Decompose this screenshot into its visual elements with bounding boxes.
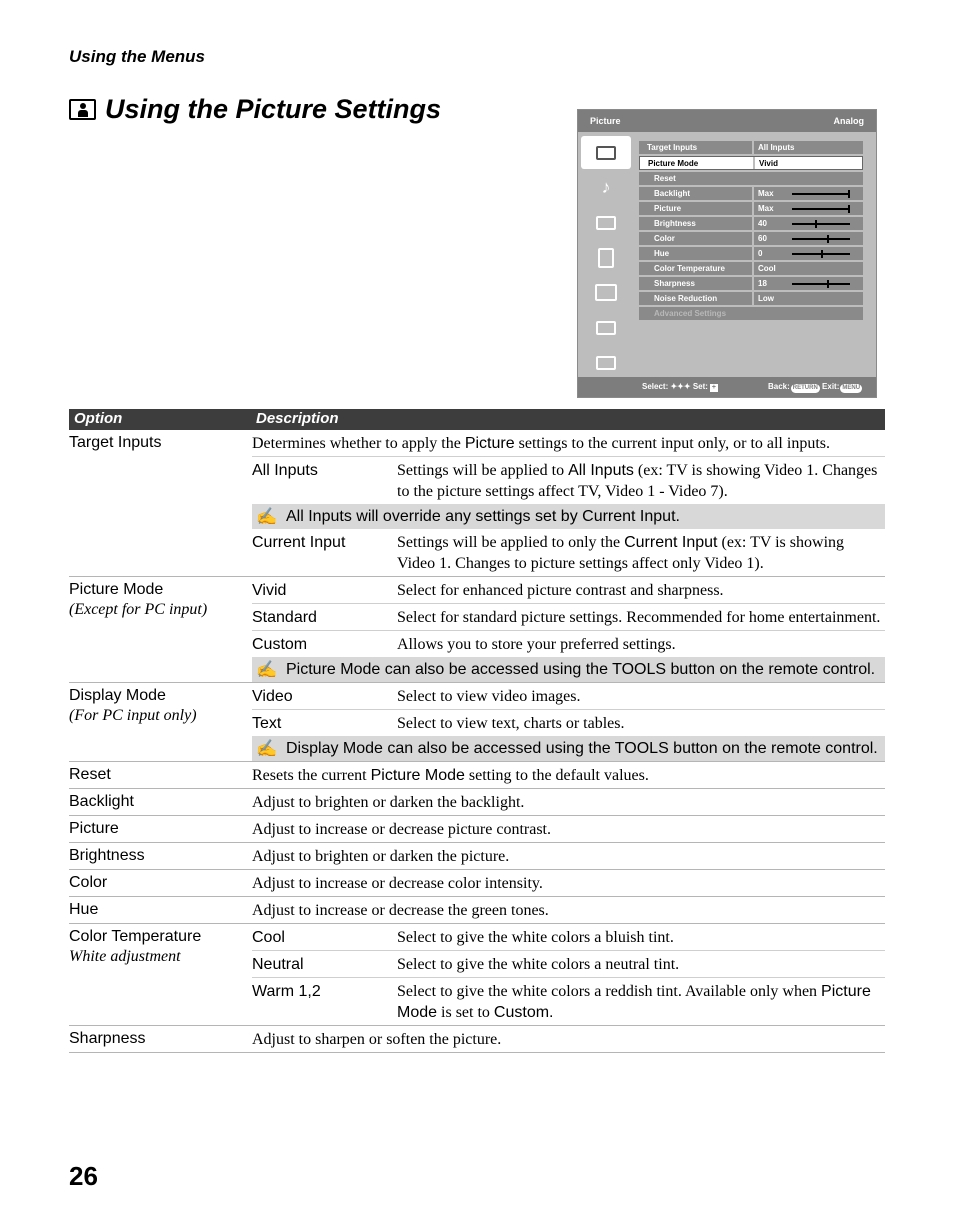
digital-icon[interactable]: [581, 346, 631, 379]
picture-settings-icon: [69, 99, 96, 120]
description: Adjust to sharpen or soften the picture.: [252, 1031, 502, 1048]
tv-menu-rows: [639, 141, 863, 322]
option-sublabel: (Except for PC input): [69, 601, 208, 618]
tv-row-backlight[interactable]: Backlight Max: [639, 187, 863, 200]
sub-option-video: Video Select to view video images.: [252, 688, 581, 705]
option-label: Sharpness: [69, 1030, 146, 1047]
note-box: ✍ All Inputs will override any settings set by Current Input.: [252, 504, 885, 529]
setup-icon[interactable]: [581, 276, 631, 309]
row-picture: [69, 816, 885, 843]
tv-row-color[interactable]: Color 60: [639, 232, 863, 245]
note-pencil-icon: ✍: [256, 507, 278, 526]
picture-icon[interactable]: [581, 136, 631, 169]
tv-menu-input-type: Analog: [833, 116, 864, 126]
tv-footer-select-hint: Select: ✦✦✦ Set: +: [642, 382, 716, 391]
option-label: Reset: [69, 766, 111, 783]
row-backlight: [69, 789, 885, 816]
sub-option-custom: Custom Allows you to store your preferred settings.: [252, 630, 885, 657]
option-label: Color Temperature: [69, 928, 202, 945]
option-label: Target Inputs: [69, 434, 162, 451]
set-button-icon: +: [711, 384, 716, 391]
tv-row-picture[interactable]: Picture Max: [639, 202, 863, 215]
color-slider[interactable]: [792, 238, 850, 240]
description: Determines whether to apply the Picture settings to the current input only, or to all inputs.: [252, 430, 885, 457]
sharpness-slider[interactable]: [792, 283, 850, 285]
option-sublabel: White adjustment: [69, 948, 181, 965]
sound-icon[interactable]: ♪: [601, 177, 611, 197]
row-picture-mode: [69, 577, 885, 683]
option-sublabel: (For PC input only): [69, 707, 197, 724]
option-label: Display Mode: [69, 687, 166, 704]
row-target-inputs: [69, 430, 885, 577]
description: Adjust to brighten or darken the picture.: [252, 848, 510, 865]
row-hue: [69, 897, 885, 924]
tv-row-sharpness[interactable]: Sharpness 18: [639, 277, 863, 290]
description: Adjust to brighten or darken the backlight.: [252, 794, 525, 811]
sub-option-neutral: Neutral Select to give the white colors a neutral tint.: [252, 950, 885, 977]
page-title: [69, 94, 441, 125]
page-title-text: Using the Picture Settings: [105, 94, 442, 124]
tv-row-brightness[interactable]: Brightness 40: [639, 217, 863, 230]
option-label: Backlight: [69, 793, 134, 810]
note-box: ✍ Picture Mode can also be accessed using the TOOLS button on the remote control.: [252, 657, 885, 682]
sub-option-text: Text Select to view text, charts or tables.: [252, 709, 885, 736]
row-sharpness: [69, 1026, 885, 1053]
tv-menu-footer: [578, 377, 876, 397]
row-color-temperature: [69, 924, 885, 1026]
header-description: Description: [256, 410, 339, 427]
picture-slider[interactable]: [792, 208, 850, 210]
tv-row-noise-reduction[interactable]: Noise Reduction Low: [639, 292, 863, 305]
tv-picture-menu: [577, 109, 877, 398]
hue-slider[interactable]: [792, 253, 850, 255]
sub-option-vivid: Vivid Select for enhanced picture contrast and sharpness.: [252, 582, 724, 599]
tv-row-hue[interactable]: Hue 0: [639, 247, 863, 260]
sub-option-all-inputs: All Inputs Settings will be applied to All Inputs (ex: TV is showing Video 1. Changes to the picture settings affect TV, Video 1 - Video 7).: [252, 462, 878, 500]
option-label: Color: [69, 874, 108, 891]
channel-icon[interactable]: [581, 241, 631, 274]
return-button-icon: RETURN: [792, 385, 818, 391]
tv-menu-icon-column: [581, 136, 631, 381]
note-box: ✍ Display Mode can also be accessed using the TOOLS button on the remote control.: [252, 736, 885, 761]
tv-row-target-inputs[interactable]: Target Inputs All Inputs: [639, 141, 863, 154]
description: Adjust to increase or decrease color intensity.: [252, 875, 543, 892]
description: Resets the current Picture Mode setting to the default values.: [252, 767, 649, 784]
option-label: Brightness: [69, 847, 145, 864]
option-label: Hue: [69, 901, 99, 918]
backlight-slider[interactable]: [792, 193, 850, 195]
section-label: Using the Menus: [69, 47, 206, 66]
tv-menu-header: [578, 110, 876, 132]
table-header: [69, 409, 885, 430]
brightness-slider[interactable]: [792, 223, 850, 225]
tv-footer-back-exit-hint: Back: RETURN Exit: MENU: [768, 382, 861, 391]
option-label: Picture: [69, 820, 119, 837]
picture-settings-table: [69, 409, 885, 1053]
screen-icon[interactable]: [581, 206, 631, 239]
page-number: 26: [69, 1161, 98, 1191]
description: Adjust to increase or decrease the green tones.: [252, 902, 549, 919]
tv-row-picture-mode[interactable]: Picture Mode Vivid: [639, 156, 863, 170]
menu-button-icon: MENU: [842, 385, 861, 391]
tv-menu-title: Picture: [590, 116, 621, 126]
analog-icon[interactable]: [581, 311, 631, 344]
description: Adjust to increase or decrease picture contrast.: [252, 821, 551, 838]
row-display-mode: [69, 683, 885, 762]
tv-row-reset[interactable]: Reset: [639, 172, 863, 185]
row-reset: [69, 762, 885, 789]
sub-option-current-input: Current Input Settings will be applied to only the Current Input (ex: TV is showing Video 1. Changes to picture settings affect only Video 1).: [252, 534, 845, 572]
tv-row-advanced-settings[interactable]: Advanced Settings: [639, 307, 863, 320]
tv-row-color-temperature[interactable]: Color Temperature Cool: [639, 262, 863, 275]
sub-option-standard: Standard Select for standard picture settings. Recommended for home entertainment.: [252, 603, 885, 630]
header-option: Option: [74, 410, 123, 427]
sub-option-warm: Warm 1,2 Select to give the white colors a reddish tint. Available only when Picture Mode is set to Custom.: [252, 977, 885, 1025]
option-label: Picture Mode: [69, 581, 164, 598]
note-pencil-icon: ✍: [256, 660, 278, 679]
row-brightness: [69, 843, 885, 870]
note-pencil-icon: ✍: [256, 739, 278, 758]
sub-option-cool: Cool Select to give the white colors a bluish tint.: [252, 929, 674, 946]
row-color: [69, 870, 885, 897]
